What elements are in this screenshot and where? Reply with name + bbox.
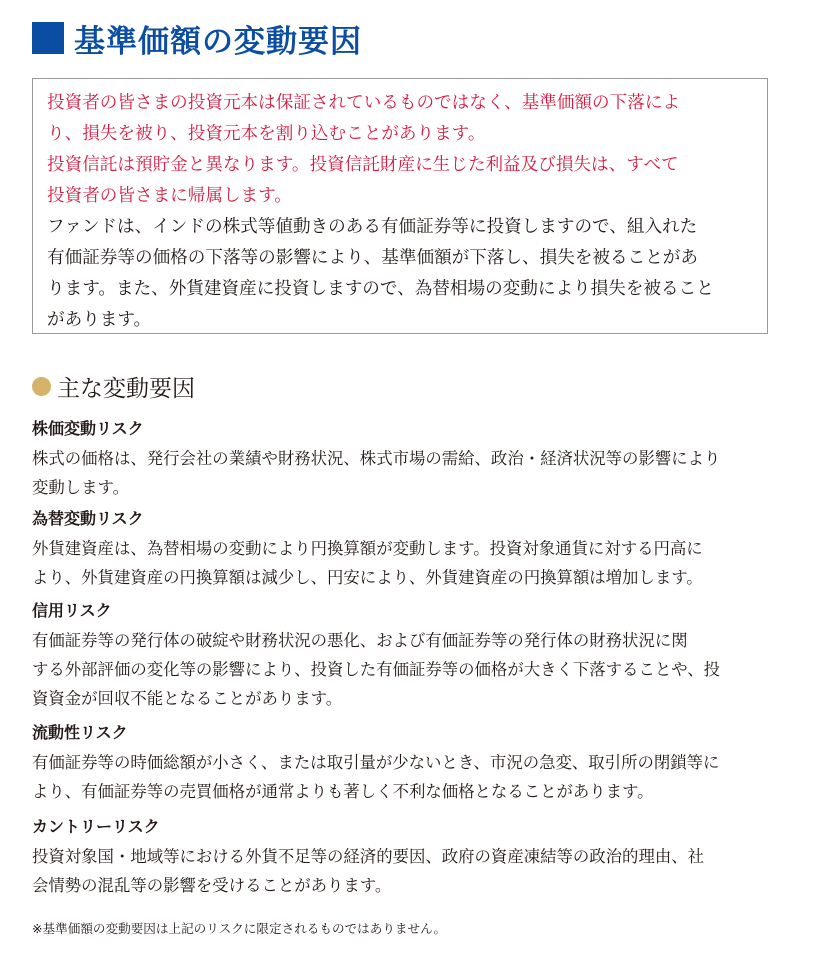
title-row	[32, 14, 362, 62]
risk-name: 信用リスク	[32, 601, 112, 620]
risk-name: 為替変動リスク	[32, 509, 144, 528]
risk-description-line: 投資対象国・地域等における外貨不足等の経済的要因、政府の資産凍結等の政治的理由、社	[32, 847, 705, 866]
risk-description	[32, 748, 792, 806]
risk-name: 流動性リスク	[32, 723, 128, 742]
risk-name: カントリーリスク	[32, 817, 160, 836]
risk-description-line: 株式の価格は、発行会社の業績や財務状況、株式市場の需給、政治・経済状況等の影響により	[32, 449, 721, 468]
footnote: ※基準価額の変動要因は上記のリスクに限定されるものではありません。	[32, 921, 447, 936]
risk-item-exchange-rate	[32, 508, 792, 592]
notice-black-line: があります。	[47, 310, 152, 330]
risk-item-liquidity	[32, 722, 792, 806]
risk-description	[32, 842, 792, 900]
notice-black-line: ります。また、外貨建資産に投資しますので、為替相場の変動により損失を被ること	[47, 279, 714, 299]
title-square-icon	[32, 22, 64, 54]
notice-black-line: 有価証券等の価格の下落等の影響により、基準価額が下落し、損失を被ることがあ	[47, 248, 698, 268]
risk-description-line: 会情勢の混乱等の影響を受けることがあります。	[32, 876, 392, 895]
risk-description-line: 有価証券等の発行体の破綻や財務状況の悪化、および有価証券等の発行体の財務状況に関	[32, 631, 688, 650]
section-heading-row	[32, 366, 195, 406]
notice-red-line: り、損失を被り、投資元本を割り込むことがあります。	[47, 124, 486, 144]
risk-description-line: する外部評価の変化等の影響により、投資した有価証券等の価格が大きく下落することや、投	[32, 660, 721, 679]
risk-description-line: 外貨建資産は、為替相場の変動により円換算額が変動します。投資対象通貨に対する円高に	[32, 539, 703, 558]
risk-item-stock-price	[32, 418, 792, 502]
section-heading: 主な変動要因	[57, 375, 195, 402]
risk-description-line: 資資金が回収不能となることがあります。	[32, 689, 343, 708]
risk-description	[32, 626, 792, 713]
notice-red-line: 投資信託は預貯金と異なります。投資信託財産に生じた利益及び損失は、すべて	[47, 155, 679, 175]
risk-description	[32, 444, 792, 502]
risk-name: 株価変動リスク	[32, 419, 144, 438]
notice-box	[32, 78, 768, 334]
risk-description	[32, 534, 792, 592]
risk-description-line: 有価証券等の時価総額が小さく、または取引量が少ないとき、市況の急変、取引所の閉鎖等に	[32, 753, 720, 772]
risk-item-credit	[32, 600, 792, 713]
risk-description-line: 変動します。	[32, 478, 130, 497]
risk-description-line: より、有価証券等の売買価格が通常よりも著しく不利な価格となることがあります。	[32, 782, 654, 801]
notice-red-line: 投資者の皆さまに帰属します。	[47, 186, 292, 206]
bullet-dot-icon	[32, 377, 51, 396]
notice-red-line: 投資者の皆さまの投資元本は保証されているものではなく、基準価額の下落によ	[47, 93, 681, 113]
risk-item-country	[32, 816, 792, 900]
risk-description-line: より、外貨建資産の円換算額は減少し、円安により、外貨建資産の円換算額は増加します。	[32, 568, 703, 587]
page-title: 基準価額の変動要因	[74, 23, 362, 60]
notice-black-line: ファンドは、インドの株式等値動きのある有価証券等に投資しますので、組入れた	[47, 217, 698, 237]
